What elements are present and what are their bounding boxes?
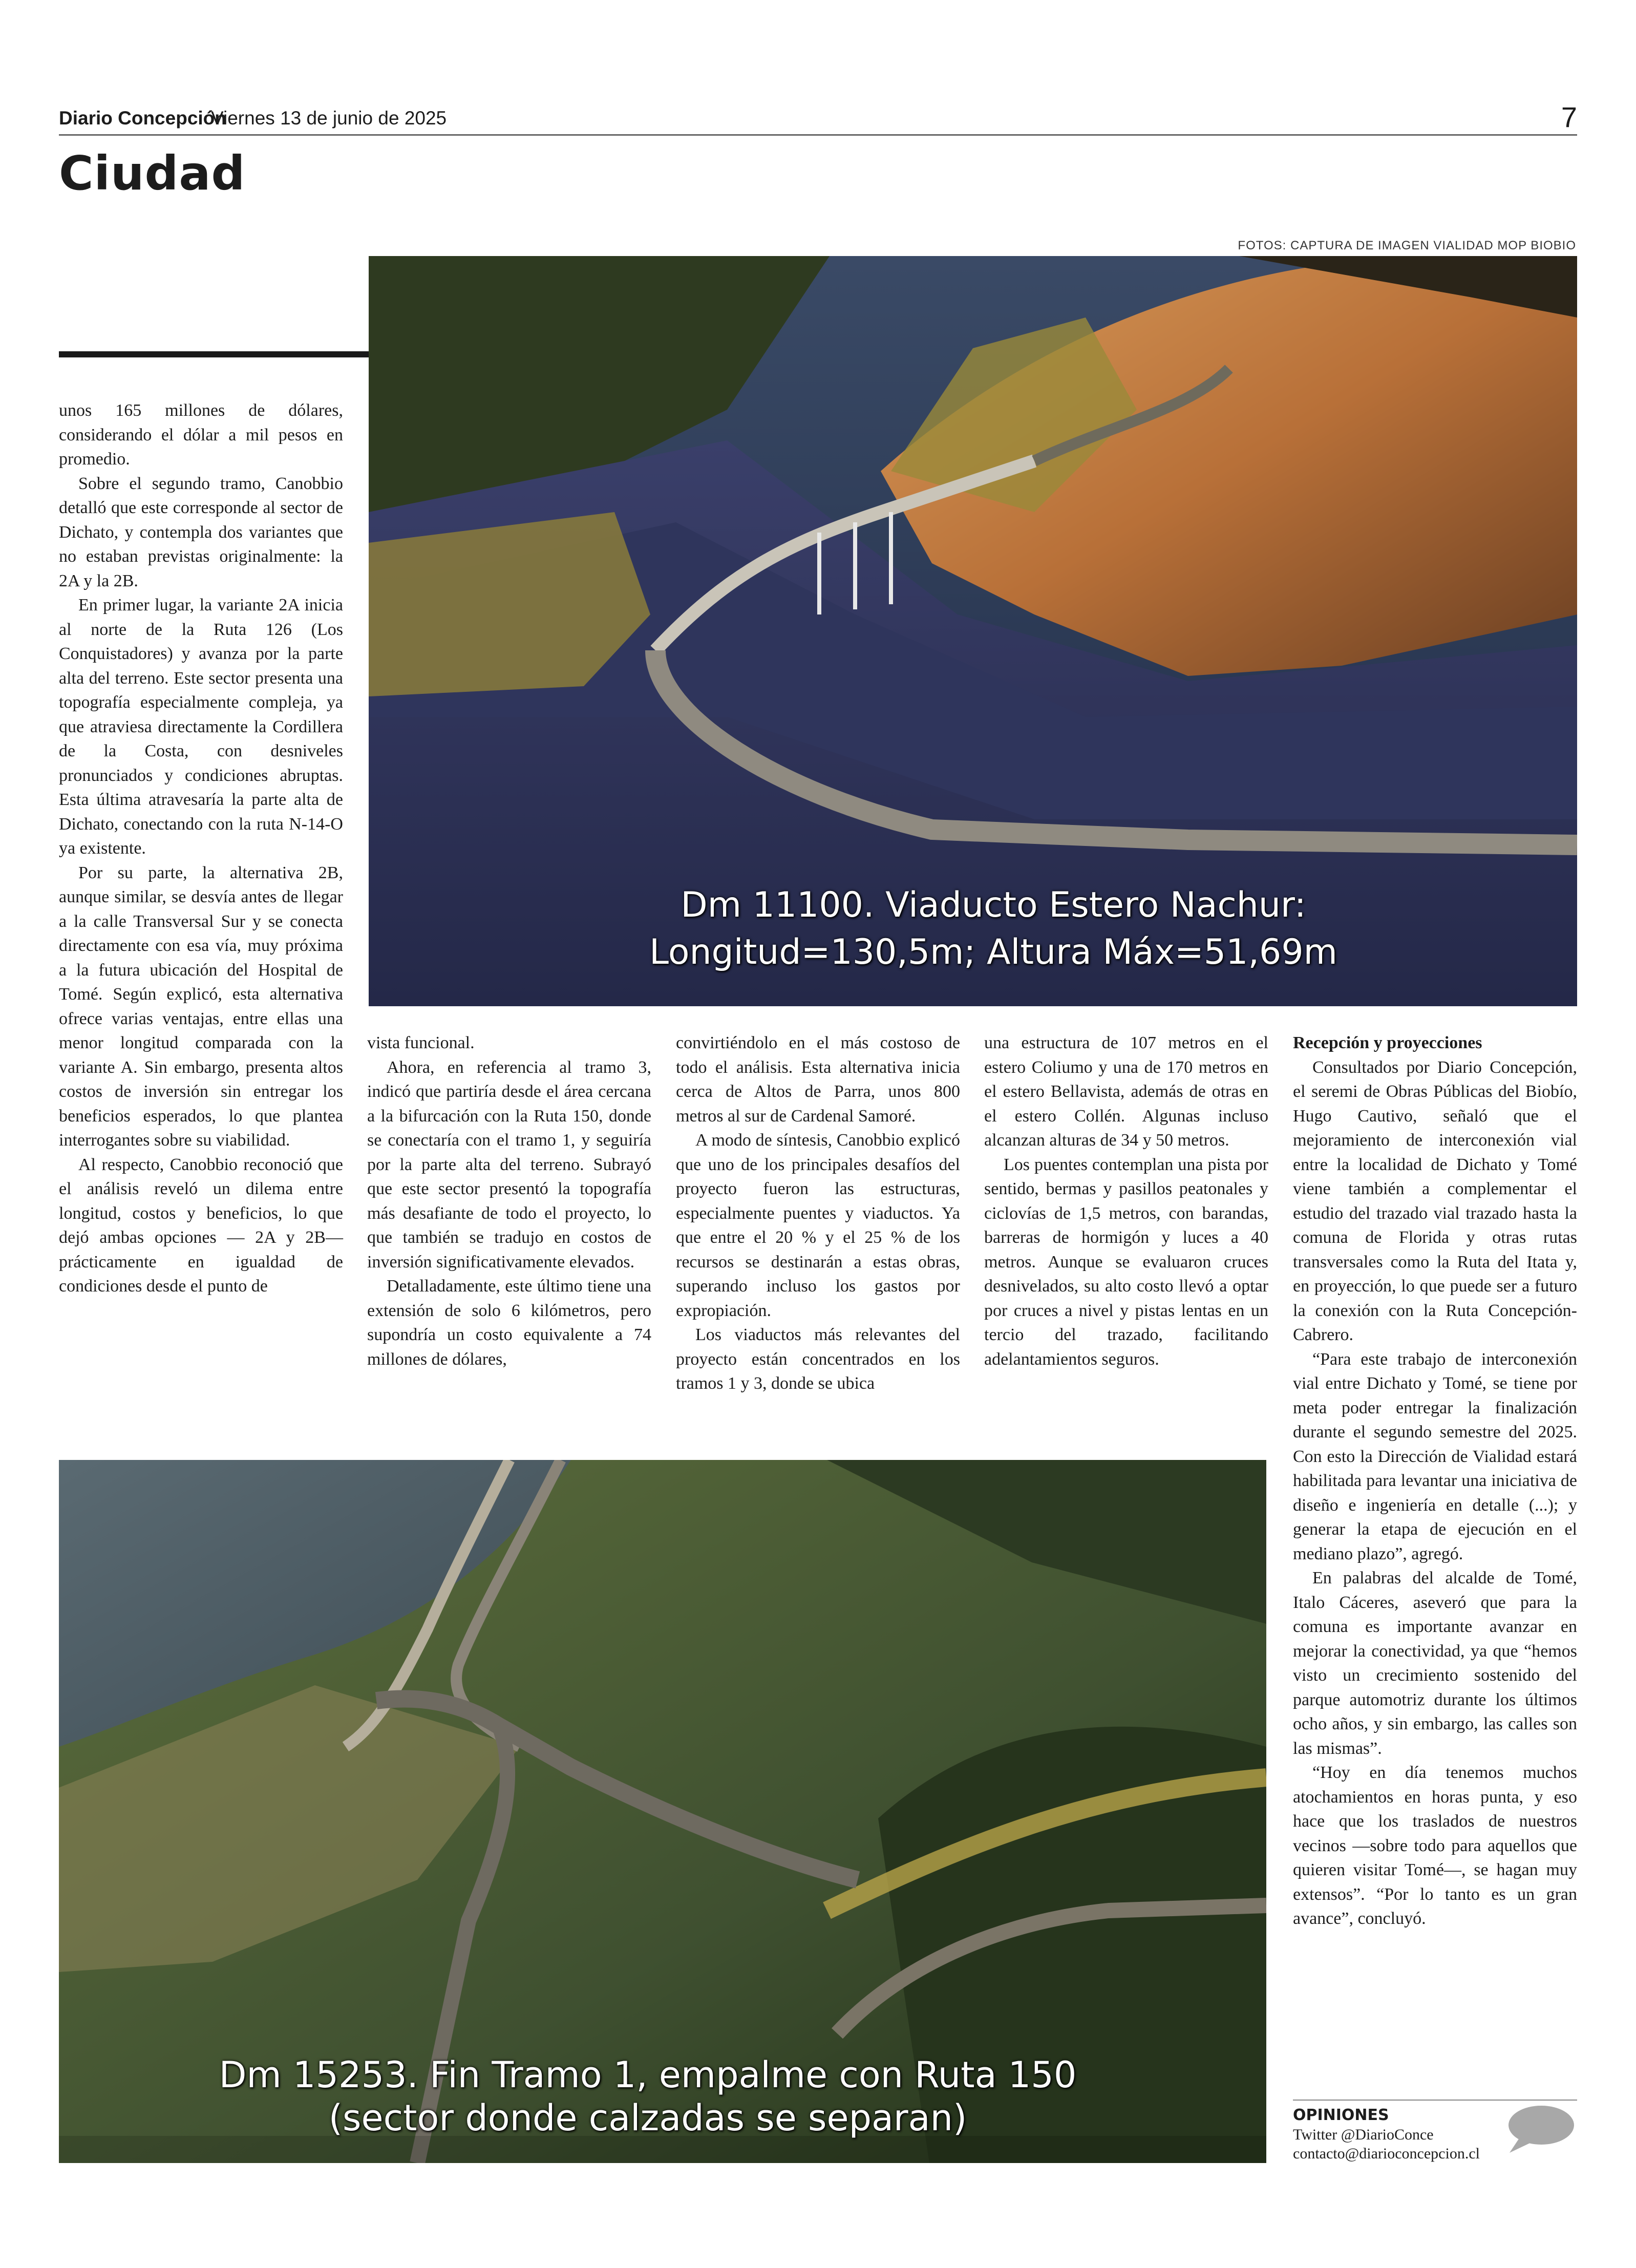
section-title: Ciudad [59,146,246,201]
paragraph: Consultados por Diario Concepción, el seremi de Obras Públicas del Biobío, Hugo Cautivo, señaló que el mejoramiento de interconexión vial entre la localidad de Dichato y Tomé viene también a complementar el estudio del trazado vial trazado hasta la comuna de Florida y otras rutas transversales como la Ruta del Itata y, en proyección, lo que puede ser a futuro la conexión con la Ruta Concepción-Cabrero. [1293,1057,1577,1344]
opinion-heading: OPINIONES [1293,2106,1389,2124]
paragraph: Detalladamente, este último tiene una extensión de solo 6 kilómetros, pero supondría un costo equivalente a 74 millones de dólares, [367,1277,651,1369]
article-column-2 [367,1031,651,1371]
paragraph: Los puentes contemplan una pista por sentido, bermas y pasillos peatonales y ciclovías de 1,5 metros, con barandas, barreras de hormigón y luces a 40 metros. Aunque se evaluaron cruces desnivelados, su alto costo llevó a optar por cruces a nivel y pistas lentas en un tercio del trazado, facilitando adelantamientos seguros. [984,1155,1268,1369]
paragraph: En primer lugar, la variante 2A inicia al norte de la Ruta 126 (Los Conquistadores) y avanza por la parte alta del terreno. Este sector presenta una topografía especialmente compleja, ya que atraviesa directamente la Cordillera de la Costa, con desniveles pronunciados y condiciones abruptas. Esta última atravesaría la parte alta de Dichato, conectando con la ruta N-14-O ya existente. [59,596,343,858]
paragraph: Ahora, en referencia al tramo 3, indicó que partiría desde el área cercana a la bifurcación con la Ruta 150, donde se conectaría con el tramo 1, y seguiría por la parte alta del terreno. Subrayó que este sector presentó la topografía más desafiante de todo el proyecto, lo que también se tradujo en costos de inversión significativamente elevados. [367,1057,651,1271]
section-rule-left [59,351,369,357]
paragraph: convirtiéndolo en el más costoso de todo el análisis. Esta alternativa inicia cerca de Altos de Parra, unos 800 metros al sur de Cardenal Samoré. [676,1033,960,1126]
viaduct-caption-line1: Dm 11100. Viaducto Estero Nachur: [681,885,1306,925]
paragraph: vista funcional. [367,1033,475,1052]
paragraph: Por su parte, la alternativa 2B, aunque similar, se desvía antes de llegar a la calle Transversal Sur y se conecta directamente con esa vía, muy próxima a la futura ubicación del Hospital de Tomé. Según explicó, esta alternativa ofrece varias ventajas, entre ellas una menor longitud comparada con la variante A. Sin embargo, presenta altos costos de inversión sin entregar los beneficios esperados, lo que plantea interrogantes sobre su viabilidad. [59,863,343,1150]
opinion-twitter: Twitter @DiarioConce [1293,2126,1434,2143]
junction-rendering-image [59,1460,1266,2163]
article-column-4 [984,1031,1268,1371]
paragraph: Al respecto, Canobbio reconoció que el análisis reveló un dilema entre longitud, costos y beneficios, lo que dejó ambas opciones — 2A y 2B— prácticamente en igualdad de condiciones desde el punto de [59,1155,343,1296]
viaduct-rendering-image [369,256,1577,1006]
photo-credit: FOTOS: CAPTURA DE IMAGEN VIALIDAD MOP BIOBIO [1238,239,1576,252]
opinion-box-rule [1293,2100,1577,2101]
paragraph: “Para este trabajo de interconexión vial entre Dichato y Tomé, se tiene por meta poder entregar la finalización durante el segundo semestre del 2025. Con esto la Dirección de Vialidad estará habilitada para levantar una iniciativa de diseño e ingeniería en detalle (...); y generar la etapa de ejecución en el mediano plazo”, agregó. [1293,1349,1577,1563]
junction-caption-line2: (sector donde calzadas se separan) [328,2097,967,2139]
paragraph: A modo de síntesis, Canobbio explicó que uno de los principales desafíos del proyecto fueron las estructuras, especialmente puentes y viaductos. Ya que entre el 20 % y el 25 % de los recursos se destinarán a estas obras, superando incluso los gastos por expropiación. [676,1131,960,1320]
junction-caption-line1: Dm 15253. Fin Tramo 1, empalme con Ruta 150 [219,2054,1077,2096]
masthead-paper-name: Diario Concepción [59,108,226,129]
paragraph: Los viaductos más relevantes del proyecto están concentrados en los tramos 1 y 3, donde se ubica [676,1325,960,1393]
opinion-email: contacto@diarioconcepcion.cl [1293,2145,1480,2162]
paragraph: unos 165 millones de dólares, considerando el dólar a mil pesos en promedio. [59,401,343,469]
viaduct-caption-line2: Longitud=130,5m; Altura Máx=51,69m [649,932,1337,972]
header-rule [59,134,1577,136]
page-number: 7 [1561,101,1577,133]
paragraph: En palabras del alcalde de Tomé, Italo Cáceres, aseveró que para la comuna es importante avanzar en mejorar la conectividad, ya que “hemos visto un crecimiento sostenido del parque automotriz durante los últimos ocho años, y sin embargo, las calles son las mismas”. [1293,1568,1577,1758]
subheading: Recepción y proyecciones [1293,1033,1482,1052]
masthead-date: Viernes 13 de junio de 2025 [211,108,447,129]
speech-bubble-icon [1504,2104,1576,2155]
article-column-3 [676,1031,960,1396]
paragraph: “Hoy en día tenemos muchos atochamientos en horas punta, y eso hace que los traslados de nuestros vecinos —sobre todo para aquellos que quieren visitar Tomé—, se hagan muy extensos”. “Por lo tanto es un gran avance”, concluyó. [1293,1763,1577,1928]
paragraph: Sobre el segundo tramo, Canobbio detalló que este corresponde al sector de Dichato, y contempla dos variantes que no estaban previstas originalmente: la 2A y la 2B. [59,474,343,590]
article-column-5 [1293,1031,1577,1931]
article-column-1 [59,398,343,1299]
paragraph: una estructura de 107 metros en el estero Coliumo y una de 170 metros en el estero Bellavista, además de otras en el estero Collén. Algunas incluso alcanzan alturas de 34 y 50 metros. [984,1033,1268,1150]
